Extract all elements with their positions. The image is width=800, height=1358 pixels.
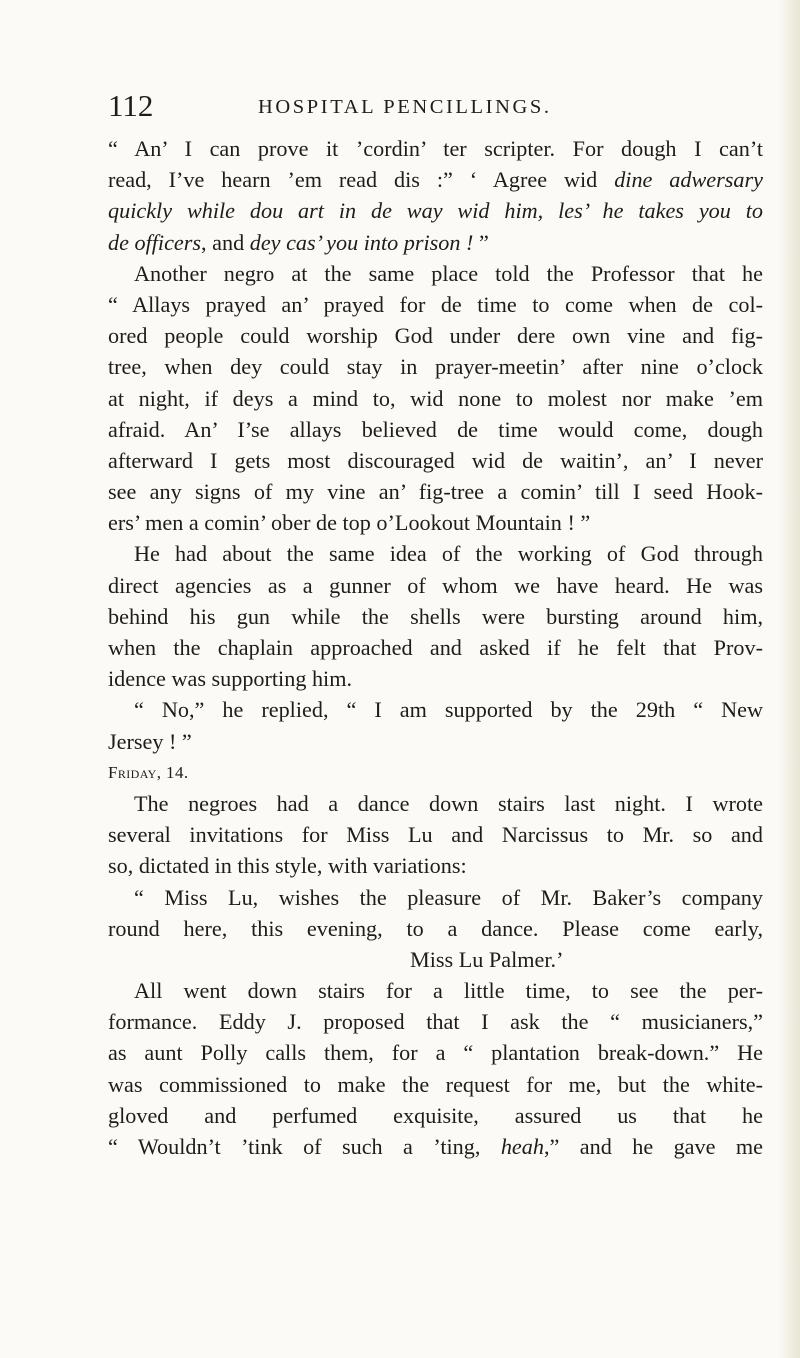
- text-line-10: [108, 414, 763, 445]
- text-run: He had about the same idea of the working of God through: [134, 541, 763, 567]
- text-line-14: [108, 538, 763, 569]
- page-edge-shadow: [778, 0, 800, 1358]
- text-run: tree, when dey could stay in prayer-meetin’ after nine o’clock: [108, 354, 763, 380]
- text-line-9: [108, 383, 763, 414]
- text-run: ,” and he gave me: [543, 1134, 763, 1159]
- italic-run: quickly while dou art in de way wid him, les’ he takes you to: [108, 198, 763, 224]
- italic-run: de officers: [108, 229, 202, 255]
- text-line-22: [108, 788, 763, 819]
- italic-run: dine adwersary: [614, 167, 763, 193]
- text-line-29: [108, 1006, 763, 1037]
- text-line-16: [108, 601, 763, 632]
- italic-run: dey cas’ you into prison !: [249, 229, 474, 255]
- text-line-3: [108, 195, 763, 226]
- text-run: idence was supporting him.: [108, 666, 353, 692]
- text-run: “ Allays prayed an’ prayed for de time to come when de col-: [108, 291, 763, 317]
- text-line-2: [108, 164, 763, 195]
- text-run: round here, this evening, to a dance. Please come early,: [108, 915, 763, 941]
- text-run: afterward I gets most discouraged wid de waitin’, an’ I never: [108, 447, 763, 473]
- text-line-31: [108, 1069, 763, 1100]
- text-run: , and: [201, 229, 250, 255]
- text-run: at night, if deys a mind to, wid none to molest nor make ’em: [108, 385, 763, 411]
- text-run: read, I’ve hearn ’em read dis :” ‘ Agree wid: [108, 167, 615, 193]
- text-run: gloved and perfumed exquisite, assured us that he: [108, 1102, 763, 1128]
- text-run: see any signs of my vine an’ fig-tree a comin’ till I seed Hook-: [108, 479, 763, 505]
- text-run: direct agencies as a gunner of whom we have heard. He was: [108, 572, 763, 598]
- text-line-24: [108, 850, 763, 881]
- page-header: [108, 90, 763, 122]
- text-line-25: [108, 882, 763, 913]
- text-run: behind his gun while the shells were bursting around him,: [108, 603, 763, 629]
- text-run: formance. Eddy J. proposed that I ask the “ musicianers,”: [108, 1009, 763, 1035]
- text-run: “ Miss Lu, wishes the pleasure of Mr. Baker’s company: [134, 884, 763, 910]
- text-line-23: [108, 819, 763, 850]
- text-run: when the chaplain approached and asked if he felt that Prov-: [108, 635, 763, 660]
- text-run: several invitations for Miss Lu and Narcissus to Mr. so and: [108, 822, 763, 848]
- text-line-18: [108, 663, 763, 694]
- text-run: “ An’ I can prove it ’cordin’ ter scripter. For dough I can’t: [108, 136, 763, 161]
- text-line-32: [108, 1100, 763, 1131]
- text-line-7: [108, 320, 763, 351]
- page-number: 112: [108, 88, 154, 123]
- running-head: HOSPITAL PENCILLINGS.: [258, 96, 552, 118]
- text-line-26: [108, 913, 763, 944]
- text-line-28: [108, 975, 763, 1006]
- text-line-13: [108, 507, 763, 538]
- text-run: as aunt Polly calls them, for a “ plantation break-down.” He: [108, 1040, 763, 1066]
- text-line-17: [108, 632, 763, 663]
- text-line-1: [108, 133, 763, 164]
- text-run: “ Wouldn’t ’tink of such a ’ting,: [108, 1134, 501, 1159]
- text-run: so, dictated in this style, with variations:: [108, 853, 467, 879]
- text-line-8: [108, 351, 763, 382]
- text-run: Miss Lu Palmer.’: [410, 946, 564, 972]
- text-line-19: [108, 694, 763, 725]
- text-run: ored people could worship God under dere own vine and fig-: [108, 323, 763, 349]
- text-run: ”: [473, 229, 489, 255]
- date-heading: Friday, 14.: [108, 762, 189, 782]
- text-run: was commissioned to make the request fo: [108, 1071, 545, 1097]
- text-run: All went down stairs for a little time, to see the per-: [134, 978, 763, 1004]
- text-run: afraid. An’ I’se allays believed de time would come, dough: [108, 416, 763, 442]
- dateline: [108, 757, 763, 788]
- text-run: Jersey ! ”: [108, 728, 192, 754]
- text-line-11: [108, 445, 763, 476]
- text-run: Another negro at the same place told the Professor that he: [134, 260, 763, 286]
- text-line-5: [108, 258, 763, 289]
- text-line-30: [108, 1037, 763, 1068]
- text-line-6: [108, 289, 763, 320]
- text-run: r: [544, 1071, 553, 1097]
- text-line-15: [108, 570, 763, 601]
- signature-line: [108, 944, 763, 975]
- italic-run: heah: [500, 1134, 544, 1159]
- text-run: “ No,” he replied, “ I am supported by the 29th “ New: [134, 697, 763, 723]
- text-run: The negroes had a dance down stairs last night. I wrote: [134, 790, 763, 816]
- text-run: me, but the white-: [552, 1071, 763, 1097]
- text-line-12: [108, 476, 763, 507]
- text-line-20: [108, 726, 763, 757]
- text-run: ers’ men a comin’ ober de top o’Lookout Mountain ! ”: [108, 510, 591, 536]
- body-text: [108, 133, 763, 1162]
- text-line-33: [108, 1131, 763, 1162]
- text-line-4: [108, 227, 763, 258]
